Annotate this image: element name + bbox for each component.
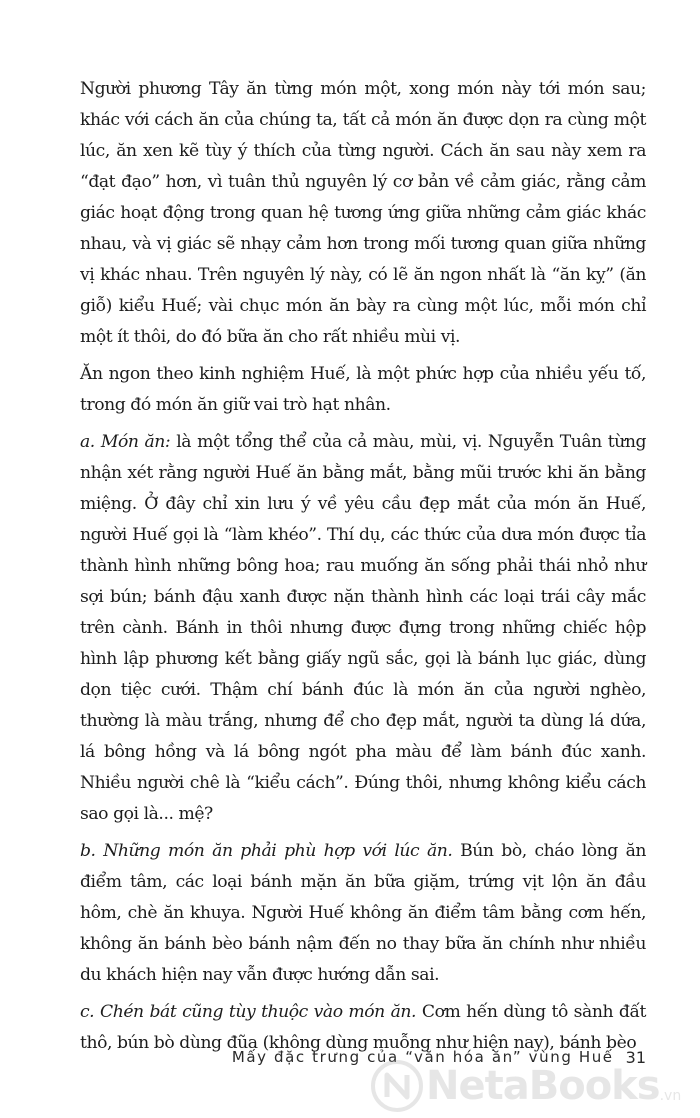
paragraph-text: là một tổng thể của cả màu, mùi, vị. Nguyễn Tuân từng nhận xét rằng người Huế ăn bằng mắt, bằng mũi trước khi ăn bằng miệng. Ở đây chỉ xin lưu ý về yêu cầu đẹp mắt của món ăn Huế, người Huế gọi là “làm khéo”. Thí dụ, các thức của dưa món được tỉa thành hình những bông hoa; rau muống ăn sống phải thái nhỏ như sợi bún; bánh đậu xanh được nặn thành hình các loại trái cây mắc trên cành. Bánh in thôi nhưng được đựng trong những chiếc hộp hình lập phương kết bằng giấy ngũ sắc, gọi là bánh lục giác, dùng dọn tiệc cưới. Thậm chí bánh đúc là món ăn của người nghèo, thường là màu trắng, nhưng để cho đẹp mắt, người ta dùng lá dứa, lá bông hồng và lá bông ngót pha màu để làm bánh đúc xanh. Nhiều người chê là “kiểu cách”. Đúng thôi, nhưng không kiểu cách sao gọi là... mệ?	[80, 432, 646, 824]
paragraph-1	[80, 74, 646, 353]
paragraph-text: Bún bò, cháo lòng ăn điểm tâm, các loại bánh mặn ăn bữa giặm, trứng vịt lộn ăn đầu hôm, chè ăn khuya. Người Huế không ăn điểm tâm bằng cơm hến, không ăn bánh bèo bánh nậm đến no thay bữa ăn chính như nhiều du khách hiện nay vẫn được hướng dẫn sai.	[80, 841, 646, 985]
watermark-brand: NetaBooks	[426, 1063, 660, 1109]
paragraph-a-mon-an	[80, 427, 646, 830]
running-title: Mấy đặc trưng của “văn hóa ăn” vùng Huế	[231, 1048, 614, 1066]
netabooks-logo-icon	[370, 1059, 424, 1113]
watermark-suffix: .vn	[659, 1088, 682, 1104]
paragraph-text: Cơm hến dùng tô sành đất thô, bún bò dùng đũa (không dùng muỗng như hiện nay), bánh bèo	[80, 1002, 646, 1053]
paragraph-2	[80, 359, 646, 421]
paragraph-text: Ăn ngon theo kinh nghiệm Huế, là một phức hợp của nhiều yếu tố, trong đó món ăn giữ vai trò hạt nhân.	[80, 364, 646, 415]
page-number: 31	[625, 1047, 646, 1067]
watermark	[370, 1058, 690, 1114]
paragraph-text: Người phương Tây ăn từng món một, xong món này tới món sau; khác với cách ăn của chúng ta, tất cả món ăn được dọn ra cùng một lúc, ăn xen kẽ tùy ý thích của từng người. Cách ăn sau này xem ra “đạt đạo” hơn, vì tuân thủ nguyên lý cơ bản về cảm giác, rằng cảm giác hoạt động trong quan hệ tương ứng giữa những cảm giác khác nhau, và vị giác sẽ nhạy cảm hơn trong mối tương quan giữa những vị khác nhau. Trên nguyên lý này, có lẽ ăn ngon nhất là “ăn kỵ” (ăn giỗ) kiểu Huế; vài chục món ăn bày ra cùng một lúc, mỗi món chỉ một ít thôi, do đó bữa ăn cho rất nhiều mùi vị.	[80, 79, 646, 347]
paragraph-b-luc-an	[80, 836, 646, 991]
paragraph-lead: b. Những món ăn phải phù hợp với lúc ăn.	[80, 841, 453, 861]
body-text	[80, 74, 646, 1065]
paragraph-lead: a. Món ăn:	[80, 432, 171, 452]
paragraph-lead: c. Chén bát cũng tùy thuộc vào món ăn.	[80, 1002, 417, 1022]
